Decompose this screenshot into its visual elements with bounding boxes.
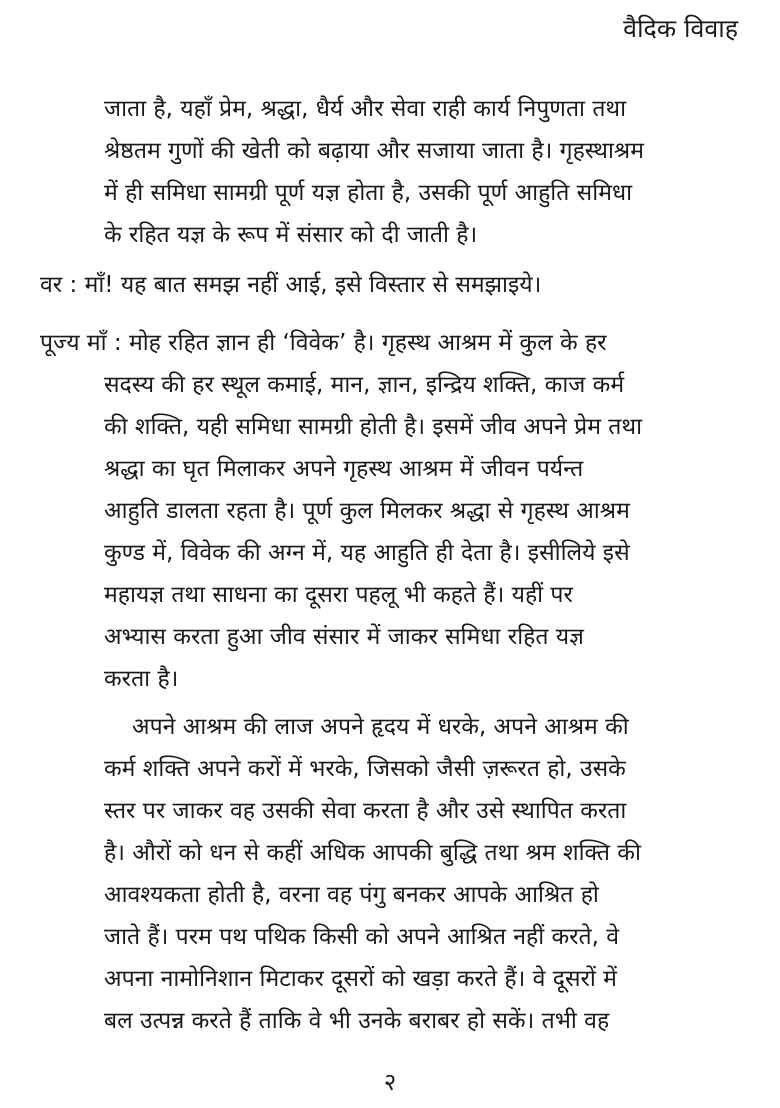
dialogue-line [40, 264, 744, 306]
paragraph-line: में ही समिधा सामग्री पूर्ण यज्ञ होता है, उसकी पूर्ण आहुति समिधा [104, 180, 633, 206]
paragraph-line: जाते हैं। परम पथ पथिक किसी को अपने आश्रित नहीं करते, वे [104, 924, 620, 950]
intro-paragraph [104, 88, 744, 256]
dialogue-line: आहुति डालता रहता है। पूर्ण कुल मिलकर श्रद्धा से गृहस्थ आश्रम [104, 498, 630, 524]
page-number: २ [383, 1068, 397, 1096]
dialogue-line: कुण्ड में, विवेक की अग्न में, यह आहुति ही देता है। इसीलिये इसे [104, 540, 630, 566]
dialogue-text: मोह रहित ज्ञान ही ‘विवेक’ है। गृहस्थ आश्रम में कुल के हर [128, 330, 607, 356]
paragraph-line: श्रेष्ठतम गुणों की खेती को बढ़ाया और सजाया जाता है। गृहस्थाश्रम [104, 138, 644, 164]
paragraph-line: बल उत्पन्न करते हैं ताकि वे भी उनके बराबर हो सकें। तभी वह [104, 1008, 610, 1034]
speaker-label: वर : [40, 272, 78, 298]
paragraph-line: कर्म शक्ति अपने करों में भरके, जिसको जैसी ज़रूरत हो, उसके [104, 756, 626, 782]
dialogue-line: अभ्यास करता हुआ जीव संसार में जाकर समिधा रहित यज्ञ [104, 624, 584, 650]
dialogue-line: श्रद्धा का घृत मिलाकर अपने गृहस्थ आश्रम में जीवन पर्यन्त [104, 456, 584, 482]
paragraph-line: आवश्यकता होती है, वरना वह पंगु बनकर आपके आश्रित हो [104, 882, 599, 908]
dialogue-groom [40, 264, 744, 306]
paragraph-line: के रहित यज्ञ के रूप में संसार को दी जाती है। [104, 222, 478, 248]
speaker-label: पूज्य माँ : [40, 330, 122, 356]
paragraph-line: जाता है, यहाँ प्रेम, श्रद्धा, धैर्य और सेवा राही कार्य निपुणता तथा [104, 96, 627, 122]
running-header: वैदिक विवाह [623, 14, 738, 43]
paragraph-line: है। औरों को धन से कहीं अधिक आपकी बुद्धि तथा श्रम शक्ति की [104, 840, 641, 866]
closing-paragraph [104, 706, 744, 1042]
dialogue-line: की शक्ति, यही समिधा सामग्री होती है। इसमें जीव अपने प्रेम तथा [104, 414, 643, 440]
dialogue-line [40, 322, 744, 364]
dialogue-line: करता है। [104, 666, 179, 692]
dialogue-line: सदस्य की हर स्थूल कमाई, मान, ज्ञान, इन्द्रिय शक्ति, काज कर्म [104, 372, 625, 398]
paragraph-line: अपना नामोनिशान मिटाकर दूसरों को खड़ा करते हैं। वे दूसरों में [104, 966, 617, 992]
paragraph-line: स्तर पर जाकर वह उसकी सेवा करता है और उसे स्थापित करता [104, 798, 627, 824]
dialogue-mother [40, 322, 744, 700]
paragraph-line: अपने आश्रम की लाज अपने हृदय में धरके, अपने आश्रम की [132, 714, 629, 740]
dialogue-line: महायज्ञ तथा साधना का दूसरा पहलू भी कहते हैं। यहीं पर [104, 582, 573, 608]
dialogue-text: माँ! यह बात समझ नहीं आई, इसे विस्तार से समझाइये। [84, 272, 542, 298]
